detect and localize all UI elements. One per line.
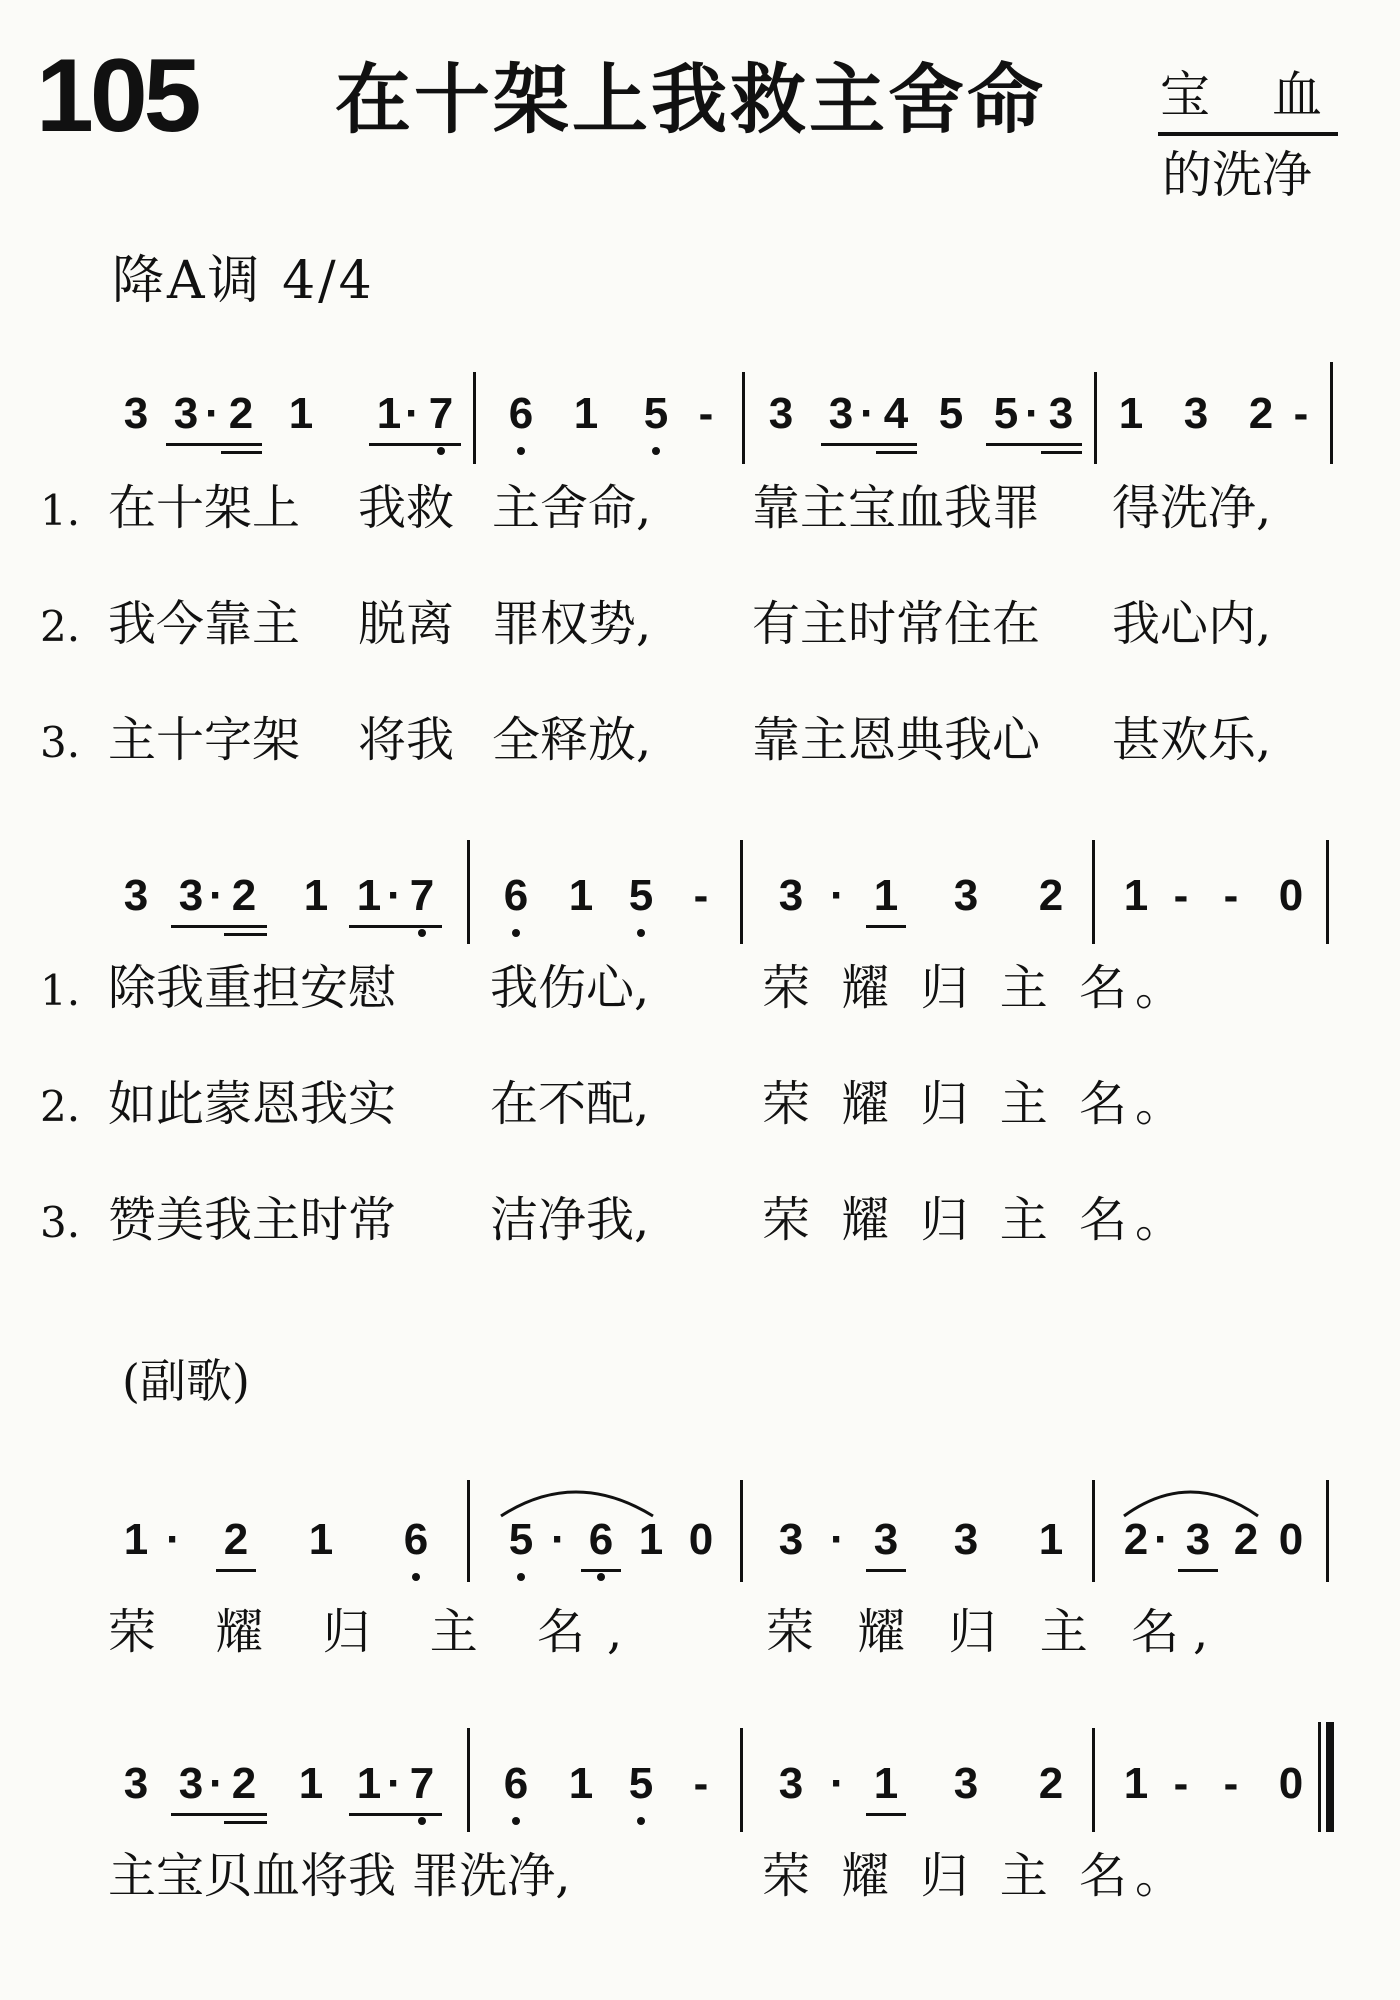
lyric-line: 脱离 (358, 596, 455, 652)
augmentation-dot: · (830, 1759, 845, 1808)
augmentation-dot: · (1025, 389, 1040, 438)
underline (349, 1813, 442, 1816)
verse-number: 1. (40, 486, 81, 535)
underline (224, 933, 267, 936)
note: 1 (573, 389, 599, 438)
octave-dot-low (637, 929, 645, 937)
note: 3 (828, 389, 854, 438)
lyric-line: 荣 耀 归 主 名。 (762, 1192, 1192, 1248)
note: 0 (1278, 1515, 1304, 1564)
note: 1 (873, 871, 899, 920)
lyric-line: 荣 耀 归 主 名。 (762, 1848, 1192, 1904)
note: 3 (1048, 389, 1074, 438)
note: 2 (1248, 389, 1274, 438)
note: 5 (938, 389, 964, 438)
lyric-line: 在十架上 (108, 480, 301, 536)
note: 1 (1123, 1759, 1149, 1808)
lyric-line: 罪权势, (492, 596, 652, 652)
hold-dash: - (693, 871, 709, 920)
lyric-line: 除我重担安慰 (108, 960, 397, 1016)
note: 3 (178, 1759, 204, 1808)
note: 3 (1183, 389, 1209, 438)
lyric-line: 荣 耀 归 主 名, (766, 1604, 1223, 1660)
note: 1 (288, 389, 314, 438)
augmentation-dot: · (830, 871, 845, 920)
octave-dot-low (418, 1817, 426, 1825)
underline (866, 1813, 906, 1816)
octave-dot-low (597, 1573, 605, 1581)
verse-number: 2. (40, 1082, 81, 1131)
note: 3 (953, 871, 979, 920)
verse-number: 3. (40, 1198, 81, 1247)
hymn-number: 105 (36, 38, 198, 154)
lyric-line: 我伤心, (490, 960, 650, 1016)
chorus-label: (副歌) (122, 1354, 250, 1408)
note: 3 (768, 389, 794, 438)
note: 4 (883, 389, 909, 438)
underline (349, 925, 442, 928)
category-label (1160, 66, 1322, 124)
underline (1178, 1569, 1218, 1572)
lyric-line: 如此蒙恩我实 (108, 1076, 397, 1132)
augmentation-dot: · (830, 1515, 845, 1564)
note: 3 (778, 871, 804, 920)
octave-dot-low (517, 1573, 525, 1581)
octave-dot-low (418, 929, 426, 937)
note: 3 (123, 389, 149, 438)
category-divider (1158, 132, 1338, 136)
lyric-line: 全释放, (492, 712, 652, 768)
note: 1 (356, 1759, 382, 1808)
note: 5 (628, 871, 654, 920)
hymn-title: 在十架上我救主舍命 (335, 55, 1046, 144)
underline (216, 1569, 256, 1572)
note: 3 (953, 1515, 979, 1564)
note: 3 (1185, 1515, 1211, 1564)
underline (171, 1813, 267, 1816)
lyric-line: 赞美我主时常 (108, 1192, 397, 1248)
slur (495, 1476, 665, 1520)
note: 2 (1038, 1759, 1064, 1808)
final-barline-thick (1326, 1722, 1334, 1832)
underline (821, 443, 917, 446)
note: 6 (403, 1515, 429, 1564)
note: 2 (231, 1759, 257, 1808)
octave-dot-low (512, 1817, 520, 1825)
lyric-line: 主宝贝血将我 罪洗净, (108, 1848, 571, 1904)
note: 3 (173, 389, 199, 438)
hold-dash: - (1173, 1759, 1189, 1808)
note: 1 (376, 389, 402, 438)
barline (1326, 1480, 1329, 1582)
note: 1 (568, 871, 594, 920)
underline (221, 451, 262, 454)
augmentation-dot: · (860, 389, 875, 438)
note: 6 (503, 871, 529, 920)
lyric-line: 主舍命, (492, 480, 652, 536)
augmentation-dot: · (1154, 1515, 1169, 1564)
underline (224, 1821, 267, 1824)
octave-dot-low (517, 447, 525, 455)
note: 1 (356, 871, 382, 920)
augmentation-dot: · (551, 1515, 566, 1564)
hold-dash: - (698, 389, 714, 438)
lyric-line: 有主时常住在 (752, 596, 1041, 652)
barline (1092, 1480, 1095, 1582)
augmentation-dot: · (209, 1759, 224, 1808)
note: 3 (778, 1759, 804, 1808)
category-sublabel: 的洗净 (1162, 146, 1312, 204)
note: 2 (1123, 1515, 1149, 1564)
verse-number: 2. (40, 602, 81, 651)
lyric-line: 我今靠主 (108, 596, 301, 652)
category-char-1: 宝 (1160, 66, 1210, 124)
note: 1 (1038, 1515, 1064, 1564)
octave-dot-low (437, 447, 445, 455)
note: 1 (638, 1515, 664, 1564)
barline (742, 372, 745, 464)
note: 6 (588, 1515, 614, 1564)
barline (1094, 372, 1097, 464)
underline (876, 451, 917, 454)
note: 1 (568, 1759, 594, 1808)
augmentation-dot: · (405, 389, 420, 438)
augmentation-dot: · (166, 1515, 181, 1564)
note: 7 (428, 389, 454, 438)
note: 3 (123, 871, 149, 920)
barline (1330, 362, 1333, 464)
underline (369, 443, 461, 446)
underline (866, 1569, 906, 1572)
octave-dot-low (652, 447, 660, 455)
barline (467, 840, 470, 944)
lyric-line: 荣 耀 归 主 名。 (762, 960, 1192, 1016)
key-signature: 降A调 4/4 (112, 251, 375, 311)
note: 3 (953, 1759, 979, 1808)
verse-number: 1. (40, 966, 81, 1015)
note: 6 (503, 1759, 529, 1808)
octave-dot-low (512, 929, 520, 937)
lyric-line: 主十字架 (108, 712, 301, 768)
note: 2 (1038, 871, 1064, 920)
note: 3 (778, 1515, 804, 1564)
note: 5 (993, 389, 1019, 438)
lyric-line: 靠主宝血我罪 (752, 480, 1041, 536)
underline (866, 925, 906, 928)
note: 5 (508, 1515, 534, 1564)
barline (467, 1728, 470, 1832)
barline (1092, 840, 1095, 944)
underline (986, 443, 1082, 446)
slur (1118, 1476, 1268, 1520)
lyric-line: 得洗净, (1112, 480, 1272, 536)
hold-dash: - (1173, 871, 1189, 920)
lyric-line: 甚欢乐, (1112, 712, 1272, 768)
underline (171, 925, 267, 928)
note: 2 (1233, 1515, 1259, 1564)
lyric-line: 洁净我, (490, 1192, 650, 1248)
note: 5 (628, 1759, 654, 1808)
augmentation-dot: · (387, 871, 402, 920)
note: 2 (231, 871, 257, 920)
augmentation-dot: · (387, 1759, 402, 1808)
augmentation-dot: · (205, 389, 220, 438)
note: 3 (178, 871, 204, 920)
hold-dash: - (1293, 389, 1309, 438)
note: 1 (308, 1515, 334, 1564)
note: 0 (1278, 1759, 1304, 1808)
barline (467, 1480, 470, 1582)
note: 0 (1278, 871, 1304, 920)
augmentation-dot: · (209, 871, 224, 920)
final-barline-thin (1318, 1722, 1321, 1832)
underline (581, 1569, 621, 1572)
octave-dot-low (412, 1573, 420, 1581)
barline (473, 372, 476, 464)
octave-dot-low (637, 1817, 645, 1825)
lyric-line: 我心内, (1112, 596, 1272, 652)
lyric-line: 荣 耀 归 主 名。 (762, 1076, 1192, 1132)
note: 1 (123, 1515, 149, 1564)
barline (740, 1728, 743, 1832)
note: 1 (1118, 389, 1144, 438)
hold-dash: - (693, 1759, 709, 1808)
note: 3 (873, 1515, 899, 1564)
note: 2 (228, 389, 254, 438)
verse-number: 3. (40, 718, 81, 767)
hold-dash: - (1223, 871, 1239, 920)
lyric-line: 我救 (358, 480, 455, 536)
note: 3 (123, 1759, 149, 1808)
lyric-line: 将我 (358, 712, 455, 768)
barline (740, 1480, 743, 1582)
underline (1041, 451, 1082, 454)
barline (740, 840, 743, 944)
lyric-line: 在不配, (490, 1076, 650, 1132)
note: 7 (409, 1759, 435, 1808)
note: 7 (409, 871, 435, 920)
barline (1326, 840, 1329, 944)
note: 1 (303, 871, 329, 920)
note: 1 (873, 1759, 899, 1808)
note: 1 (298, 1759, 324, 1808)
hold-dash: - (1223, 1759, 1239, 1808)
lyric-line: 靠主恩典我心 (752, 712, 1041, 768)
note: 5 (643, 389, 669, 438)
note: 1 (1123, 871, 1149, 920)
note: 0 (688, 1515, 714, 1564)
note: 6 (508, 389, 534, 438)
underline (166, 443, 262, 446)
lyric-line: 荣 耀 归 主 名, (108, 1604, 645, 1660)
category-char-2: 血 (1272, 66, 1322, 124)
note: 2 (223, 1515, 249, 1564)
barline (1092, 1728, 1095, 1832)
